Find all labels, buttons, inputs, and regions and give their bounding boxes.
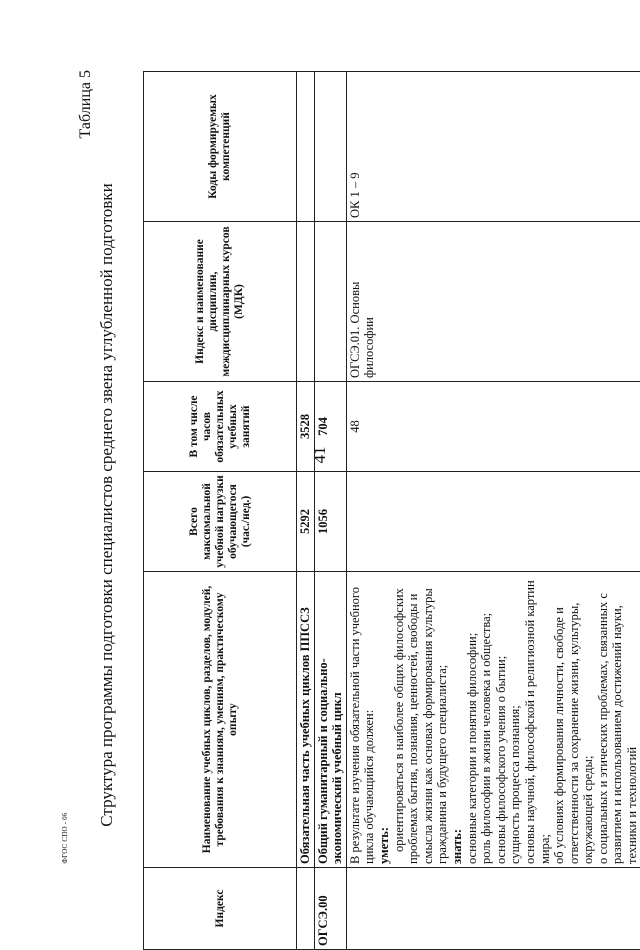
cell-index [346,868,640,950]
cell-index [297,868,315,950]
requirements-umet-heading: уметь: [376,826,391,864]
cell-index: ОГСЭ.00 [314,868,346,950]
header-name: Наименование учебных циклов, разделов, модулей, требования к знаниям, умениям, практическому опыту [144,572,297,868]
cell-mandatory: 48 [346,382,640,472]
requirements-znat-item: основы научной, философской и религиозной картин мира; [522,580,552,864]
table-row [346,72,640,950]
requirements-umet-text: ориентироваться в наиболее общих философских проблемах бытия, познания, ценностей, свободы и смысла жизни как основах формирования культуры гражданина и будущего специалиста; [391,588,450,864]
cell-mandatory: 704 [314,382,346,472]
cell-discipline [314,222,346,382]
table-title: Структура программы подготовки специалистов среднего звена углубленной подготовки [97,183,116,827]
table-row [297,72,315,950]
footer-code: ФГОС СПО - 06 [61,812,69,864]
requirements-znat-item: основные категории и понятия философии; [464,632,479,864]
table-label: Таблица 5 [77,70,94,139]
header-competencies: Коды формируемых компетенций [144,72,297,222]
structure-table [143,71,640,950]
header-row [144,72,297,950]
requirements-znat-item: роль философии в жизни человека и общества; [479,612,494,864]
table-row [314,72,346,950]
cell-discipline [297,222,315,382]
cell-mandatory: 3528 [297,382,315,472]
page-number: 41 [310,446,329,464]
requirements-znat-item: основы философского учения о бытии; [493,655,508,864]
cell-competencies [297,72,315,222]
header-discipline: Индекс и наименование дисциплин, междисциплинарных курсов (МДК) [144,222,297,382]
requirements-znat-heading: знать: [449,828,464,864]
cell-competencies [314,72,346,222]
cell-name-requirements [346,572,640,868]
cell-discipline: ОГСЭ.01. Основы философии [346,222,640,382]
header-index: Индекс [144,868,297,950]
requirements-intro: В результате изучения обязательной части учебного цикла обучающийся должен: [347,587,377,864]
rotated-content [75,60,640,950]
header-mandatory: В том числе часов обязательных учебных занятий [144,382,297,472]
cell-name: Общий гуманитарный и социально-экономический учебный цикл [314,572,346,868]
cell-competencies: ОК 1 – 9 [346,72,640,222]
header-max-load: Всего максимальной учебной нагрузки обучающегося (час./нед.) [144,472,297,572]
cell-name: Обязательная часть учебных циклов ППССЗ [297,572,315,868]
requirements-znat-item: об условиях формирования личности, свободе и ответственности за сохранение жизни, культуры, окружающей среды; [552,602,596,864]
cell-max-load [346,472,640,572]
cell-max-load: 5292 [297,472,315,572]
requirements-znat-item: сущность процесса познания; [508,705,523,864]
requirements-znat-item: о социальных и этических проблемах, связанных с развитием и использованием достижений науки, техники и технологий [595,593,640,864]
cell-max-load: 1056 [314,472,346,572]
